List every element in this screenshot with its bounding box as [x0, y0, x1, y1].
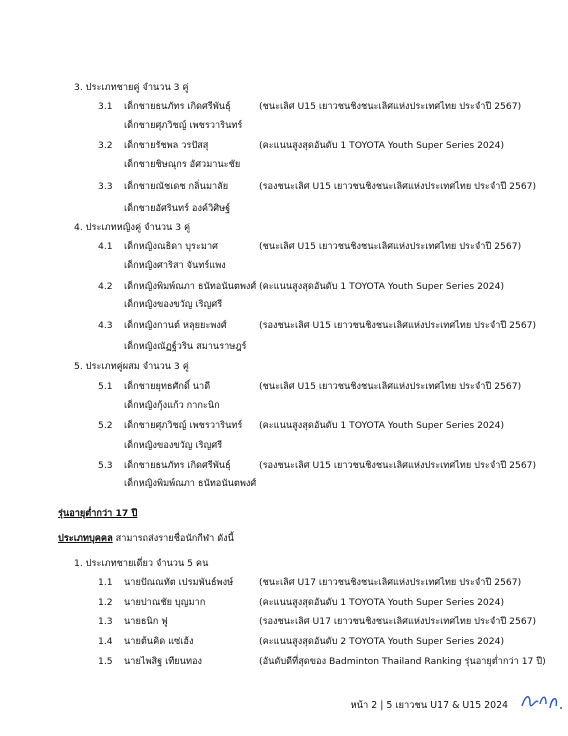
achievement: (ชนะเลิศ U17 เยาวชนชิงชนะเลิศแห่งประเทศไทย ประจำปี 2567)	[259, 577, 522, 588]
entry-number: 4.3	[98, 320, 113, 331]
subsection-text: สามารถส่งรายชื่อนักกีฬา ดังนี้	[112, 533, 234, 544]
signature	[520, 690, 564, 716]
player-name: เด็กชายธนภัทร เกิดศรีพันธุ์	[124, 460, 231, 471]
player-name: เด็กชายศุภวิชญ์ เพชรวารินทร์	[124, 420, 243, 431]
achievement: (ชนะเลิศ U15 เยาวชนชิงชนะเลิศแห่งประเทศไทย ประจำปี 2567)	[259, 381, 522, 392]
achievement: (รองชนะเลิศ U15 เยาวชนชิงชนะเลิศแห่งประเทศไทย ประจำปี 2567)	[259, 460, 537, 471]
player-name: นายธนิก ฟู	[124, 616, 168, 627]
partner-name: เด็กหญิงของขวัญ เริญศรี	[124, 299, 223, 310]
category-heading: 3. ประเภทชายคู่ จำนวน 3 คู่	[74, 82, 189, 93]
category-heading: 5. ประเภทคู่ผสม จำนวน 3 คู่	[74, 361, 189, 372]
player-name: นายต้นคิด แซ่เฮ้ง	[124, 636, 194, 647]
entry-number: 1.3	[98, 616, 113, 627]
entry-number: 1.1	[98, 577, 113, 588]
achievement: (คะแนนสูงสุดอันดับ 2 TOYOTA Youth Super Series 2024)	[259, 636, 505, 647]
entry-number: 1.2	[98, 597, 113, 608]
entry-number: 1.5	[98, 656, 113, 667]
partner-name: เด็กชายศุภวิชญ์ เพชรวารินทร์	[124, 120, 243, 131]
entry-number: 3.3	[98, 181, 113, 192]
entry-number: 5.3	[98, 460, 113, 471]
signature-scribble	[520, 690, 564, 712]
achievement: (คะแนนสูงสุดอันดับ 1 TOYOTA Youth Super Series 2024)	[259, 420, 505, 431]
player-name: เด็กชายณัชเดช กลิ่นมาลัย	[124, 181, 229, 192]
player-name: เด็กหญิงณธิดา บุระมาศ	[124, 241, 218, 252]
partner-name: เด็กหญิงกุ้งแก้ว กากะนิก	[124, 400, 220, 411]
entry-number: 5.2	[98, 420, 113, 431]
player-name: นายไพสิฐ เทียนทอง	[124, 656, 203, 667]
player-name: นายปาณชัย บุญมาก	[124, 597, 206, 608]
page-footer: หน้า 2 | 5 เยาวชน U17 & U15 2024	[350, 700, 508, 711]
achievement: (อันดับดีที่สุดของ Badminton Thailand Ranking รุ่นอายุต่ำกว่า 17 ปี)	[259, 656, 546, 667]
achievement: (คะแนนสูงสุดอันดับ 1 TOYOTA Youth Super Series 2024)	[259, 281, 505, 292]
category-heading: 1. ประเภทชายเดี่ยว จำนวน 5 คน	[74, 558, 209, 569]
player-name: เด็กชายรัชพล วรปัสสุ	[124, 140, 209, 151]
player-name: เด็กหญิงพิมพ์ณภา ธนัทอนันตพงศ์	[124, 281, 257, 292]
player-name: นายปัณณทัต เปรมพันธ์พงษ์	[124, 577, 234, 588]
entry-number: 4.1	[98, 241, 113, 252]
subsection-line	[58, 533, 234, 545]
age-group-heading: รุ่นอายุต่ำกว่า 17 ปี	[58, 508, 138, 519]
achievement: (คะแนนสูงสุดอันดับ 1 TOYOTA Youth Super Series 2024)	[259, 597, 505, 608]
entry-number: 4.2	[98, 281, 113, 292]
subsection-label: ประเภทบุคคล	[58, 533, 113, 544]
entry-number: 5.1	[98, 381, 113, 392]
partner-name: เด็กหญิงพิมพ์ณภา ธนัทอนันตพงศ์	[124, 478, 257, 489]
partner-name: เด็กหญิงของขวัญ เริญศรี	[124, 440, 223, 451]
partner-name: เด็กหญิงณัฏฐ์วริน สมานราษฎร์	[124, 341, 247, 352]
achievement: (คะแนนสูงสุดอันดับ 1 TOYOTA Youth Super Series 2024)	[259, 140, 505, 151]
achievement: (รองชนะเลิศ U15 เยาวชนชิงชนะเลิศแห่งประเทศไทย ประจำปี 2567)	[259, 181, 537, 192]
player-name: เด็กหญิงกานต์ หลุยยะพงศ์	[124, 320, 227, 331]
partner-name: เด็กหญิงศาริสา จันทร์แพง	[124, 260, 226, 271]
partner-name: เด็กชายชิษณุกร อัศวมานะชัย	[124, 159, 241, 170]
category-heading: 4. ประเภทหญิงคู่ จำนวน 3 คู่	[74, 222, 191, 233]
partner-name: เด็กชายอัศรินทร์ องค์วิศิษฐ์	[124, 203, 231, 214]
entry-number: 1.4	[98, 636, 113, 647]
player-name: เด็กชายยุทธศักดิ์ นาดี	[124, 381, 211, 392]
achievement: (ชนะเลิศ U15 เยาวชนชิงชนะเลิศแห่งประเทศไทย ประจำปี 2567)	[259, 101, 522, 112]
entry-number: 3.1	[98, 101, 113, 112]
achievement: (รองชนะเลิศ U17 เยาวชนชิงชนะเลิศแห่งประเทศไทย ประจำปี 2567)	[259, 616, 537, 627]
achievement: (รองชนะเลิศ U15 เยาวชนชิงชนะเลิศแห่งประเทศไทย ประจำปี 2567)	[259, 320, 537, 331]
player-name: เด็กชายธนภัทร เกิดศรีพันธุ์	[124, 101, 231, 112]
entry-number: 3.2	[98, 140, 113, 151]
achievement: (ชนะเลิศ U15 เยาวชนชิงชนะเลิศแห่งประเทศไทย ประจำปี 2567)	[259, 241, 522, 252]
